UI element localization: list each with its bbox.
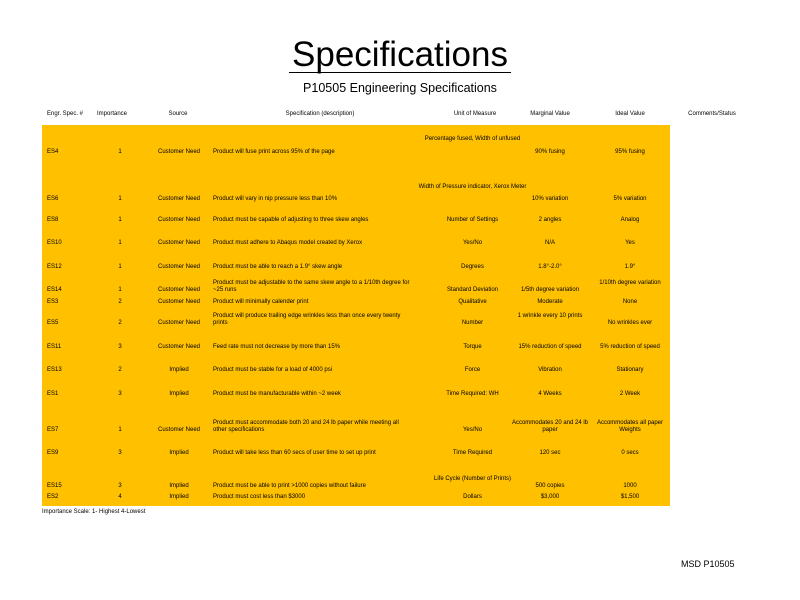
cell-ideal: 1.9° [624, 264, 636, 270]
cell-importance: 1 [118, 264, 122, 270]
cell-spec-no: ES1 [47, 391, 59, 397]
cell-unit: Percentage fused, Width of unfused [424, 136, 521, 142]
cell-importance: 1 [118, 287, 122, 293]
cell-ideal: 5% reduction of speed [600, 344, 660, 350]
cell-source: Implied [169, 450, 189, 456]
cell-marginal: 1/5th degree variation [520, 287, 580, 293]
cell-spec-no: ES3 [47, 299, 59, 305]
cell-unit: Yes/No [462, 240, 483, 246]
cell-ideal: 1000 [623, 483, 637, 489]
cell-unit: Life Cycle (Number of Prints) [433, 476, 512, 482]
cell-ideal: 95% fusing [615, 149, 645, 155]
cell-marginal: 2 angles [538, 217, 562, 223]
header-source: Source [168, 111, 188, 117]
slide-subtitle: P10505 Engineering Specifications [303, 81, 497, 95]
cell-unit: Number [461, 320, 484, 326]
cell-marginal: 10% variation [531, 196, 569, 202]
header-unit: Unit of Measure [453, 111, 497, 117]
cell-marginal: 500 copies [535, 483, 565, 489]
cell-source: Customer Need [157, 264, 201, 270]
cell-source: Customer Need [157, 427, 201, 433]
cell-source: Customer Need [157, 320, 201, 326]
cell-description: Feed rate must not decrease by more than 15% [213, 344, 341, 350]
cell-source: Customer Need [157, 240, 201, 246]
cell-source: Implied [169, 367, 189, 373]
cell-spec-no: ES13 [47, 367, 62, 373]
cell-source: Customer Need [157, 299, 201, 305]
cell-ideal: Stationary [616, 367, 644, 373]
cell-unit: Width of Pressure indicator, Xerox Meter [418, 184, 527, 190]
cell-source: Implied [169, 494, 189, 500]
importance-footnote: Importance Scale: 1- Highest 4-Lowest [42, 509, 146, 515]
cell-spec-no: ES5 [47, 320, 59, 326]
cell-marginal: 4 Weeks [538, 391, 562, 397]
cell-description: Product will vary in nip pressure less than 10% [213, 196, 338, 202]
cell-description: Product must cost less than $3000 [213, 494, 306, 500]
cell-importance: 3 [118, 391, 122, 397]
header-importance: Importance [97, 111, 128, 117]
slide-title: Specifications [292, 35, 508, 74]
title-underline [289, 72, 511, 73]
cell-description: Product must be able to reach a 1.9° skew angle [213, 264, 343, 270]
cell-spec-no: ES7 [47, 427, 59, 433]
cell-ideal: Accommodates all paper Weights [596, 420, 664, 433]
cell-marginal: 120 sec [539, 450, 561, 456]
cell-ideal: 5% variation [613, 196, 647, 202]
cell-spec-no: ES9 [47, 450, 59, 456]
cell-marginal: N/A [544, 240, 555, 246]
cell-marginal: 15% reduction of speed [518, 344, 582, 350]
cell-source: Customer Need [157, 196, 201, 202]
cell-unit: Torque [463, 344, 482, 350]
cell-marginal: 1 wrinkle every 10 prints [517, 313, 583, 319]
cell-importance: 1 [118, 217, 122, 223]
cell-source: Customer Need [157, 149, 201, 155]
cell-description: Product must be capable of adjusting to three skew angles [213, 217, 369, 223]
cell-ideal: Yes [625, 240, 635, 246]
cell-spec-no: ES6 [47, 196, 59, 202]
cell-spec-no: ES10 [47, 240, 62, 246]
cell-description: Product must accommodate both 20 and 24 lb paper while meeting all other specifications [213, 420, 399, 433]
cell-importance: 1 [118, 427, 122, 433]
header-comments: Comments/Status [688, 111, 736, 117]
cell-ideal: Analog [620, 217, 640, 223]
cell-marginal: 1.8°-2.0° [538, 264, 562, 270]
cell-marginal: Accommodates 20 and 24 lb paper [511, 420, 589, 433]
cell-unit: Degrees [461, 264, 484, 270]
cell-unit: Number of Settings [446, 217, 499, 223]
cell-importance: 2 [118, 299, 122, 305]
cell-unit: Qualitative [458, 299, 487, 305]
cell-description: Product must be manufacturable within ~2 week [213, 391, 341, 397]
cell-importance: 1 [118, 196, 122, 202]
cell-ideal: 1/10th degree variation [599, 280, 661, 286]
header-description: Specification (description) [285, 111, 355, 117]
cell-description: Product must be stable for a load of 4000 psi [213, 367, 333, 373]
cell-unit: Force [464, 367, 481, 373]
cell-marginal: Moderate [537, 299, 563, 305]
cell-spec-no: ES8 [47, 217, 59, 223]
cell-marginal: 90% fusing [535, 149, 565, 155]
cell-importance: 2 [118, 320, 122, 326]
cell-unit: Yes/No [462, 427, 483, 433]
cell-source: Customer Need [157, 217, 201, 223]
cell-ideal: 0 secs [621, 450, 639, 456]
cell-spec-no: ES15 [47, 483, 62, 489]
header-spec-no: Engr. Spec. # [47, 111, 84, 117]
cell-spec-no: ES2 [47, 494, 59, 500]
table-row-band [42, 443, 670, 476]
cell-description: Product must be able to print >1000 copies without failure [213, 483, 366, 489]
cell-importance: 4 [118, 494, 122, 500]
cell-importance: 3 [118, 450, 122, 456]
cell-description: Product will take less than 60 secs of user time to set up print [213, 450, 376, 456]
cell-importance: 3 [118, 483, 122, 489]
cell-description: Product will produce trailing edge wrinkles less than once every twenty prints [213, 313, 401, 326]
cell-unit: Standard Deviation [446, 287, 499, 293]
cell-ideal: No wrinkles ever [607, 320, 653, 326]
cell-spec-no: ES14 [47, 287, 62, 293]
cell-spec-no: ES11 [47, 344, 62, 350]
cell-unit: Time Required [452, 450, 493, 456]
footer-mark: MSD P10505 [681, 559, 735, 569]
cell-ideal: $1,500 [620, 494, 640, 500]
cell-description: Product must adhere to Abaqus model created by Xerox [213, 240, 363, 246]
cell-marginal: $3,000 [540, 494, 560, 500]
header-ideal: Ideal Value [615, 111, 645, 117]
cell-source: Customer Need [157, 344, 201, 350]
cell-importance: 3 [118, 344, 122, 350]
cell-description: Product will minimally calender print [213, 299, 309, 305]
cell-ideal: 2 Week [619, 391, 641, 397]
cell-spec-no: ES12 [47, 264, 62, 270]
cell-importance: 1 [118, 149, 122, 155]
cell-importance: 1 [118, 240, 122, 246]
cell-ideal: None [622, 299, 638, 305]
header-marginal: Marginal Value [530, 111, 570, 117]
cell-importance: 2 [118, 367, 122, 373]
cell-unit: Dollars [463, 494, 482, 500]
cell-source: Implied [169, 483, 189, 489]
cell-unit: Time Required: WH [446, 391, 499, 397]
cell-marginal: Vibration [538, 367, 562, 373]
cell-description: Product will fuse print across 95% of the page [213, 149, 335, 155]
cell-spec-no: ES4 [47, 149, 59, 155]
cell-source: Implied [169, 391, 189, 397]
cell-source: Customer Need [157, 287, 201, 293]
cell-description: Product must be adjustable to the same skew angle to a 1/10th degree for ~25 runs [213, 280, 410, 293]
